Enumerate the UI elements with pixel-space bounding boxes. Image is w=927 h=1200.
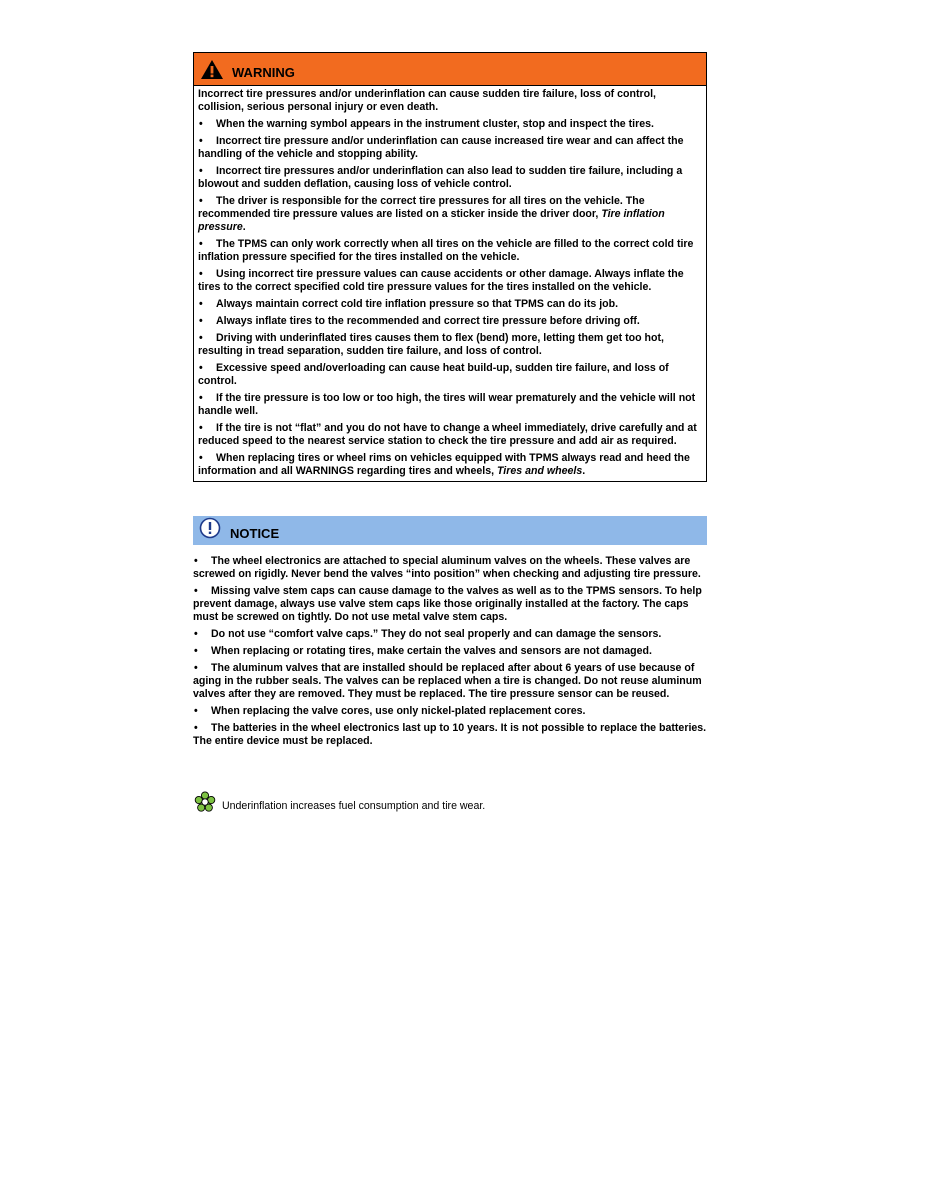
list-item: • When the warning symbol appears in the instrument cluster, stop and inspect the tires. (199, 118, 654, 130)
list-item: • When replacing or rotating tires, make certain the valves and sensors are not damaged. (194, 645, 652, 657)
list-item: • When replacing tires or wheel rims on vehicles equipped with TPMS always read and heed the information and all WARNINGS regarding tires and wheels, Tires and wheels. (198, 452, 690, 477)
list-item: • The aluminum valves that are installed should be replaced after about 6 years of use because of aging in the rubber seals. The valves can be replaced when a tire is changed. Do not reuse aluminum valves after they are removed. They must be replaced. The tire pressure sensor can be reused. (193, 662, 702, 700)
warning-box (193, 52, 707, 482)
notice-title: NOTICE (230, 525, 280, 541)
list-item: • Using incorrect tire pressure values can cause accidents or other damage. Always inflate the tires to the correct specified cold tire pressure values for the tires installed on the vehicle. (198, 268, 684, 293)
warning-intro: Incorrect tire pressures and/or underinflation can cause sudden tire failure, loss of control, collision, serious personal injury or even death. (198, 88, 656, 113)
list-item: • The TPMS can only work correctly when all tires on the vehicle are filled to the correct cold tire inflation pressure specified for the tires installed on the vehicle. (198, 238, 694, 263)
list-item: • The wheel electronics are attached to special aluminum valves on the wheels. These valves are screwed on rigidly. Never bend the valves “into position” when checking and adjusting tire pressure. (193, 555, 701, 580)
warning-header (194, 53, 706, 86)
tires-and-wheels-link[interactable]: Tires and wheels (497, 465, 583, 477)
flower-icon (194, 791, 216, 818)
list-item: • When replacing the valve cores, use only nickel-plated replacement cores. (194, 705, 586, 717)
warning-body (194, 86, 706, 481)
list-item: • The batteries in the wheel electronics last up to 10 years. It is not possible to replace the batteries. The entire device must be replaced. (193, 722, 707, 747)
list-item: • Missing valve stem caps can cause damage to the valves as well as to the TPMS sensors. To help prevent damage, always use valve stem caps like those originally installed at the factory. The caps must be screwed on tightly. Do not use metal valve stem caps. (193, 585, 702, 623)
notice-header (193, 516, 707, 545)
list-item: • The driver is responsible for the correct tire pressures for all tires on the vehicle. The recommended tire pressure values are listed on a sticker inside the driver door, Tire inflation pressure. (198, 195, 665, 233)
list-item: • Driving with underinflated tires causes them to flex (bend) more, letting them get too hot, resulting in tread separation, sudden tire failure, and loss of control. (198, 332, 664, 357)
warning-title: WARNING (232, 64, 295, 80)
list-item: • If the tire is not “flat” and you do not have to change a wheel immediately, drive carefully and at reduced speed to the nearest service station to check the tire pressure and add air as required. (198, 422, 697, 447)
list-item: • Do not use “comfort valve caps.” They do not seal properly and can damage the sensors. (194, 628, 662, 640)
info-circle-icon (199, 517, 221, 544)
list-item: • Always inflate tires to the recommended and correct tire pressure before driving off. (199, 315, 640, 327)
tire-inflation-pressure-link[interactable]: Tire inflation pressure (198, 208, 665, 233)
list-item: • Excessive speed and/overloading can cause heat build-up, sudden tire failure, and loss of control. (198, 362, 669, 387)
environment-tip (194, 791, 485, 818)
warning-triangle-icon (200, 59, 224, 80)
list-item: • Incorrect tire pressures and/or underinflation can also lead to sudden tire failure, including a blowout and sudden deflation, causing loss of vehicle control. (198, 165, 683, 190)
list-item: • If the tire pressure is too low or too high, the tires will wear prematurely and the vehicle will not handle well. (198, 392, 696, 417)
list-item: • Incorrect tire pressure and/or underinflation can cause increased tire wear and can affect the handling of the vehicle and stopping ability. (198, 135, 684, 160)
notice-body (193, 555, 709, 752)
tip-text: Underinflation increases fuel consumption and tire wear. (222, 800, 486, 812)
list-item: • Always maintain correct cold tire inflation pressure so that TPMS can do its job. (199, 298, 619, 310)
